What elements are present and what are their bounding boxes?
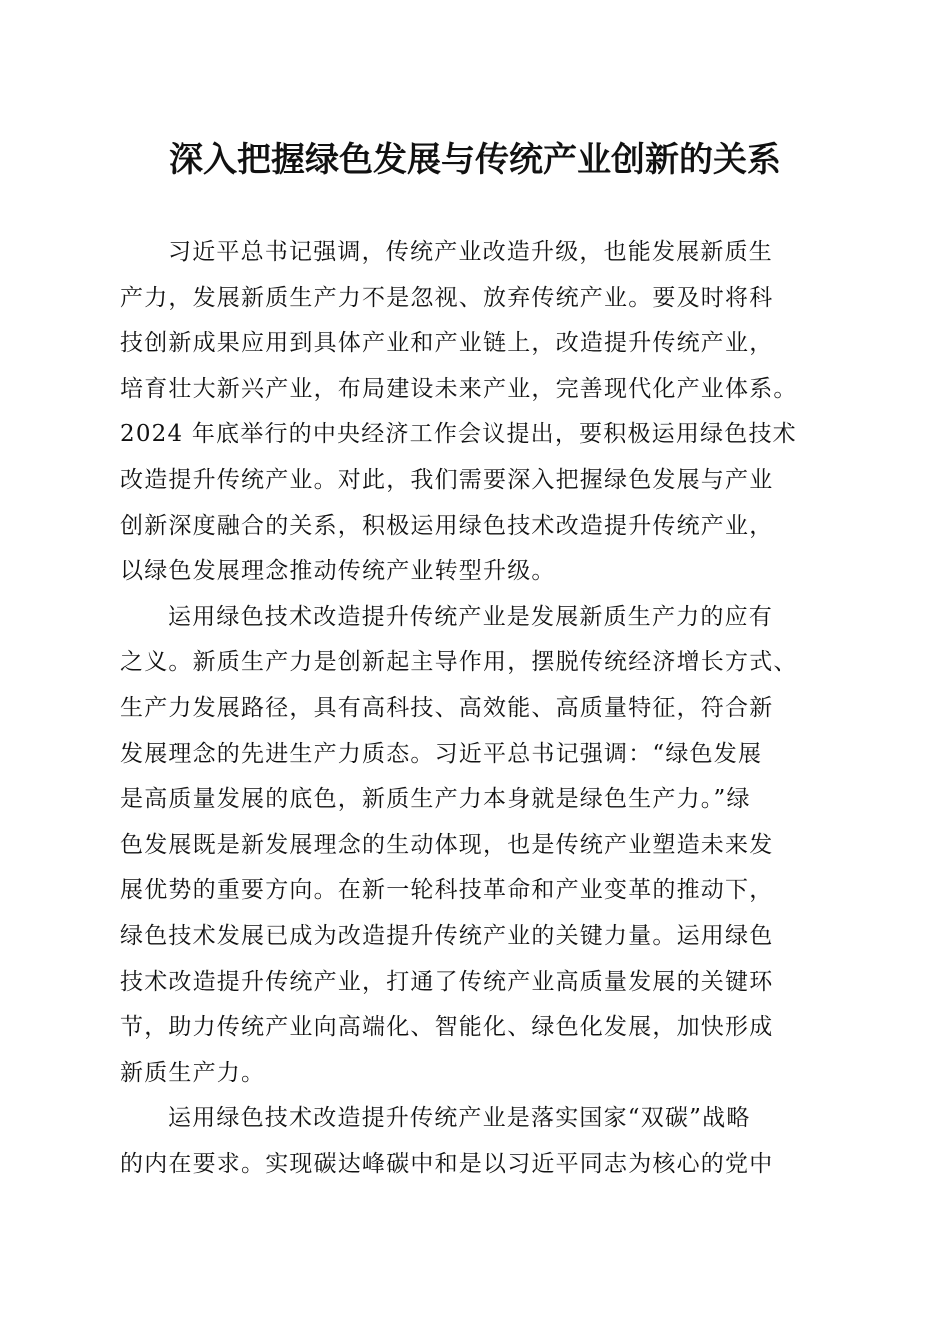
body-line: 运用绿色技术改造提升传统产业是发展新质生产力的应有 bbox=[168, 603, 773, 630]
body-line: 色发展既是新发展理念的生动体现，也是传统产业塑造未来发 bbox=[120, 831, 774, 858]
body-line: 是高质量发展的底色，新质生产力本身就是绿色生产力。”绿 bbox=[120, 786, 751, 813]
body-line: 新质生产力。 bbox=[120, 1059, 266, 1086]
body-line: 以绿色发展理念推动传统产业转型升级。 bbox=[120, 558, 556, 585]
body-line: 技术改造提升传统产业，打通了传统产业高质量发展的关键环 bbox=[120, 968, 774, 995]
body-line: 发展理念的先进生产力质态。习近平总书记强调：“绿色发展 bbox=[120, 740, 763, 767]
body-line: 培育壮大新兴产业，布局建设未来产业，完善现代化产业体系。 bbox=[120, 375, 798, 402]
body-line: 2024 年底举行的中央经济工作会议提出，要积极运用绿色技术 bbox=[120, 421, 797, 448]
body-line: 产力，发展新质生产力不是忽视、放弃传统产业。要及时将科 bbox=[120, 284, 774, 311]
body-line: 展优势的重要方向。在新一轮科技革命和产业变革的推动下， bbox=[120, 877, 774, 904]
body-line: 生产力发展路径，具有高科技、高效能、高质量特征，符合新 bbox=[120, 694, 774, 721]
body-line: 改造提升传统产业。对此，我们需要深入把握绿色发展与产业 bbox=[120, 466, 774, 493]
body-line: 习近平总书记强调，传统产业改造升级，也能发展新质生 bbox=[168, 239, 773, 265]
document-title: 深入把握绿色发展与传统产业创新的关系 bbox=[169, 140, 781, 180]
body-line: 节，助力传统产业向高端化、智能化、绿色化发展，加快形成 bbox=[120, 1014, 774, 1041]
body-line: 技创新成果应用到具体产业和产业链上，改造提升传统产业， bbox=[120, 330, 774, 357]
body-line: 创新深度融合的关系，积极运用绿色技术改造提升传统产业， bbox=[120, 512, 774, 539]
document-body bbox=[120, 230, 840, 1187]
body-line: 之义。新质生产力是创新起主导作用，摆脱传统经济增长方式、 bbox=[120, 649, 798, 676]
body-line: 的内在要求。实现碳达峰碳中和是以习近平同志为核心的党中 bbox=[120, 1150, 774, 1177]
body-line: 绿色技术发展已成为改造提升传统产业的关键力量。运用绿色 bbox=[120, 922, 774, 949]
body-line: 运用绿色技术改造提升传统产业是落实国家“双碳”战略 bbox=[168, 1105, 751, 1132]
